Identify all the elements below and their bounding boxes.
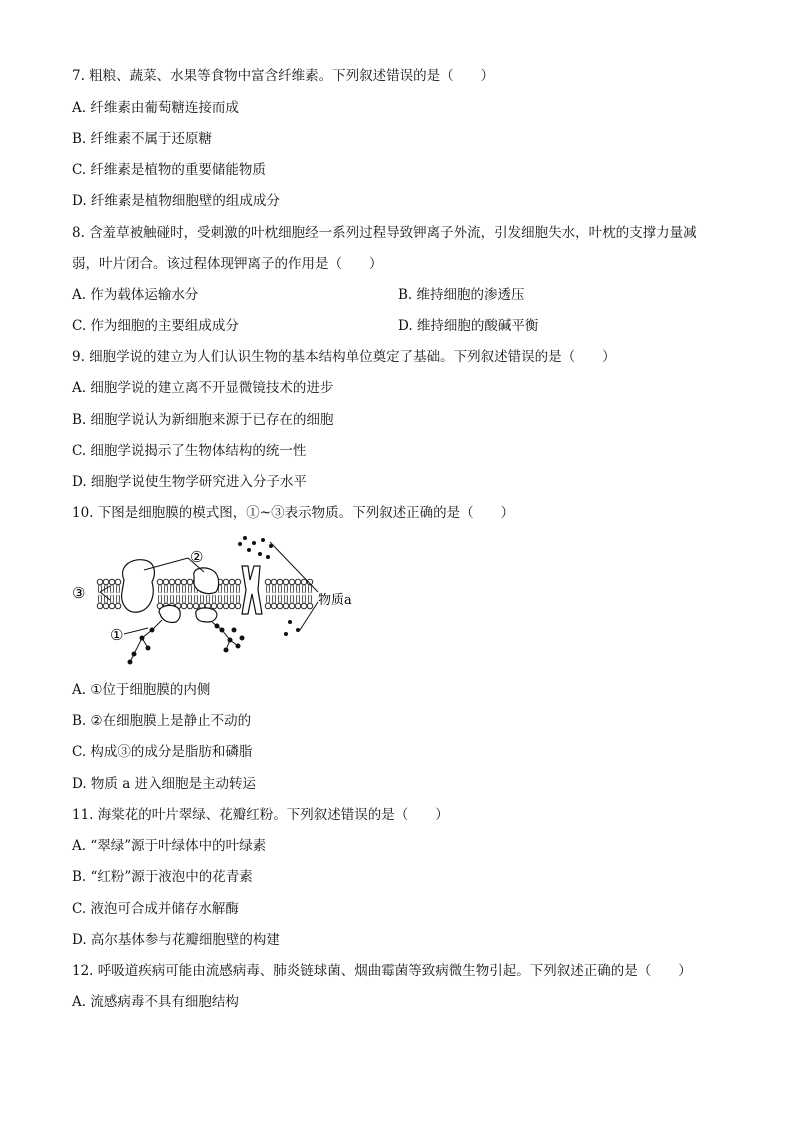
question-8-stem-line1: 8. 含羞草被触碰时，受刺激的叶枕细胞经一系列过程导致钾离子外流，引发细胞失水，叶枕的支撑力量减 (72, 225, 697, 241)
question-11-option-b: B. “红粉”源于液泡中的花青素 (72, 869, 253, 885)
label-3: ③ (72, 584, 86, 602)
phospholipid-tail (291, 585, 294, 593)
phospholipid-tail (279, 585, 282, 593)
phospholipid-tail (159, 585, 162, 593)
phospholipid-head (217, 603, 223, 609)
phospholipid-tail (231, 595, 234, 603)
phospholipid-tail (201, 595, 204, 603)
phospholipid-head (211, 603, 217, 609)
phospholipid-head (301, 603, 307, 609)
question-10-option-b: B. ②在细胞膜上是静止不动的 (72, 713, 252, 729)
phospholipid-tail (237, 595, 240, 603)
question-9-option-a: A. 细胞学说的建立离不开显微镜技术的进步 (72, 380, 334, 396)
question-12-stem: 12. 呼吸道疾病可能由流感病毒、肺炎链球菌、烟曲霉菌等致病微生物引起。下列叙述正确的是（ ） (72, 963, 692, 979)
phospholipid-tail (309, 595, 312, 603)
question-7-option-a: A. 纤维素由葡萄糖连接而成 (72, 100, 239, 116)
phospholipid-head (277, 603, 283, 609)
phospholipid-tail (117, 585, 120, 593)
phospholipid-tail (183, 595, 186, 603)
question-11-option-d: D. 高尔基体参与花瓣细胞壁的构建 (72, 932, 280, 948)
phospholipid-head (115, 603, 121, 609)
question-9-option-d: D. 细胞学说使生物学研究进入分子水平 (72, 474, 307, 490)
phospholipid-head (193, 603, 199, 609)
phospholipid-tail (309, 585, 312, 593)
membrane-proteins (122, 560, 262, 623)
phospholipid-head (289, 603, 295, 609)
phospholipid-tail (225, 585, 228, 593)
phospholipid-head (181, 603, 187, 609)
phospholipid-tail (189, 595, 192, 603)
phospholipid-head (103, 603, 109, 609)
phospholipid-tail (207, 595, 210, 603)
label-substance-a: 物质a (318, 593, 352, 608)
phospholipid-head (295, 603, 301, 609)
phospholipid-head (265, 603, 271, 609)
phospholipid-tail (195, 595, 198, 603)
substance-a-particles-outside (238, 536, 273, 559)
question-9-stem: 9. 细胞学说的建立为人们认识生物的基本结构单位奠定了基础。下列叙述错误的是（ ） (72, 349, 616, 365)
phospholipid-head (229, 603, 235, 609)
phospholipid-tail (177, 585, 180, 593)
cell-membrane-diagram (72, 530, 392, 672)
phospholipid-tail (177, 595, 180, 603)
question-12-option-a: A. 流感病毒不具有细胞结构 (72, 994, 239, 1010)
phospholipid-tail (171, 595, 174, 603)
phospholipid-head (97, 603, 103, 609)
phospholipid-tail (279, 595, 282, 603)
phospholipid-tail (303, 585, 306, 593)
phospholipid-tail (273, 595, 276, 603)
question-10-option-d: D. 物质 a 进入细胞是主动转运 (72, 776, 257, 792)
question-11-stem: 11. 海棠花的叶片翠绿、花瓣红粉。下列叙述错误的是（ ） (72, 807, 449, 823)
question-10-option-c: C. 构成③的成分是脂肪和磷脂 (72, 744, 253, 760)
phospholipid-tail (117, 595, 120, 603)
phospholipid-tail (225, 595, 228, 603)
phospholipid-tail (111, 585, 114, 593)
question-9-option-c: C. 细胞学说揭示了生物体结构的统一性 (72, 443, 307, 459)
question-8-option-b: B. 维持细胞的渗透压 (398, 287, 525, 303)
phospholipid-head (235, 603, 241, 609)
question-7-option-d: D. 纤维素是植物细胞壁的组成成分 (72, 193, 280, 209)
phospholipid-tail (183, 585, 186, 593)
phospholipid-head (187, 603, 193, 609)
phospholipid-head (109, 579, 115, 585)
question-7-option-b: B. 纤维素不属于还原糖 (72, 131, 213, 147)
phospholipid-head (307, 603, 313, 609)
phospholipid-tail (99, 595, 102, 603)
question-8-stem-line2: 弱，叶片闭合。该过程体现钾离子的作用是（ ） (72, 256, 383, 272)
phospholipid-tail (297, 595, 300, 603)
phospholipid-head (115, 579, 121, 585)
phospholipid-tail (237, 585, 240, 593)
label-2: ② (190, 548, 204, 566)
phospholipid-tail (231, 585, 234, 593)
phospholipid-tail (213, 595, 216, 603)
question-8-option-a: A. 作为载体运输水分 (72, 287, 199, 303)
phospholipid-head (265, 579, 271, 585)
phospholipid-head (283, 603, 289, 609)
phospholipid-tail (159, 595, 162, 603)
phospholipid-head (223, 603, 229, 609)
phospholipid-head (235, 579, 241, 585)
phospholipid-head (97, 579, 103, 585)
phospholipid-tail (111, 595, 114, 603)
phospholipid-tail (291, 595, 294, 603)
substance-a-particles-inside (284, 620, 300, 636)
phospholipid-head (295, 579, 301, 585)
phospholipid-tail (273, 585, 276, 593)
phospholipid-tail (171, 585, 174, 593)
phospholipid-tail (165, 595, 168, 603)
question-8-option-c: C. 作为细胞的主要组成成分 (72, 318, 239, 334)
phospholipid-tail (219, 595, 222, 603)
question-7-option-c: C. 纤维素是植物的重要储能物质 (72, 162, 266, 178)
phospholipid-head (283, 579, 289, 585)
question-7-stem: 7. 粗粮、蔬菜、水果等食物中富含纤维素。下列叙述错误的是（ ） (72, 68, 495, 84)
phospholipid-tail (189, 585, 192, 593)
question-11-option-c: C. 液泡可合成并储存水解酶 (72, 901, 239, 917)
phospholipid-tail (267, 585, 270, 593)
phospholipid-head (277, 579, 283, 585)
phospholipid-head (163, 579, 169, 585)
phospholipid-tail (303, 595, 306, 603)
phospholipid-tail (285, 585, 288, 593)
phospholipid-head (271, 579, 277, 585)
phospholipid-head (229, 579, 235, 585)
phospholipid-tail (165, 585, 168, 593)
phospholipid-head (187, 579, 193, 585)
phospholipid-head (289, 579, 295, 585)
question-10-option-a: A. ①位于细胞膜的内侧 (72, 682, 211, 698)
question-10-stem: 10. 下图是细胞膜的模式图，①~③表示物质。下列叙述正确的是（ ） (72, 505, 515, 521)
phospholipid-tail (297, 585, 300, 593)
phospholipid-head (175, 579, 181, 585)
question-8-option-d: D. 维持细胞的酸碱平衡 (398, 318, 539, 334)
phospholipid-tail (285, 595, 288, 603)
label-1: ① (110, 626, 124, 644)
question-11-option-a: A. “翠绿”源于叶绿体中的叶绿素 (72, 838, 267, 854)
phospholipid-head (223, 579, 229, 585)
question-9-option-b: B. 细胞学说认为新细胞来源于已存在的细胞 (72, 412, 334, 428)
glycoprotein-chains (128, 620, 244, 664)
phospholipid-head (169, 579, 175, 585)
phospholipid-head (103, 579, 109, 585)
phospholipid-tail (267, 595, 270, 603)
phospholipid-head (157, 579, 163, 585)
phospholipid-head (271, 603, 277, 609)
phospholipid-head (109, 603, 115, 609)
phospholipid-head (181, 579, 187, 585)
